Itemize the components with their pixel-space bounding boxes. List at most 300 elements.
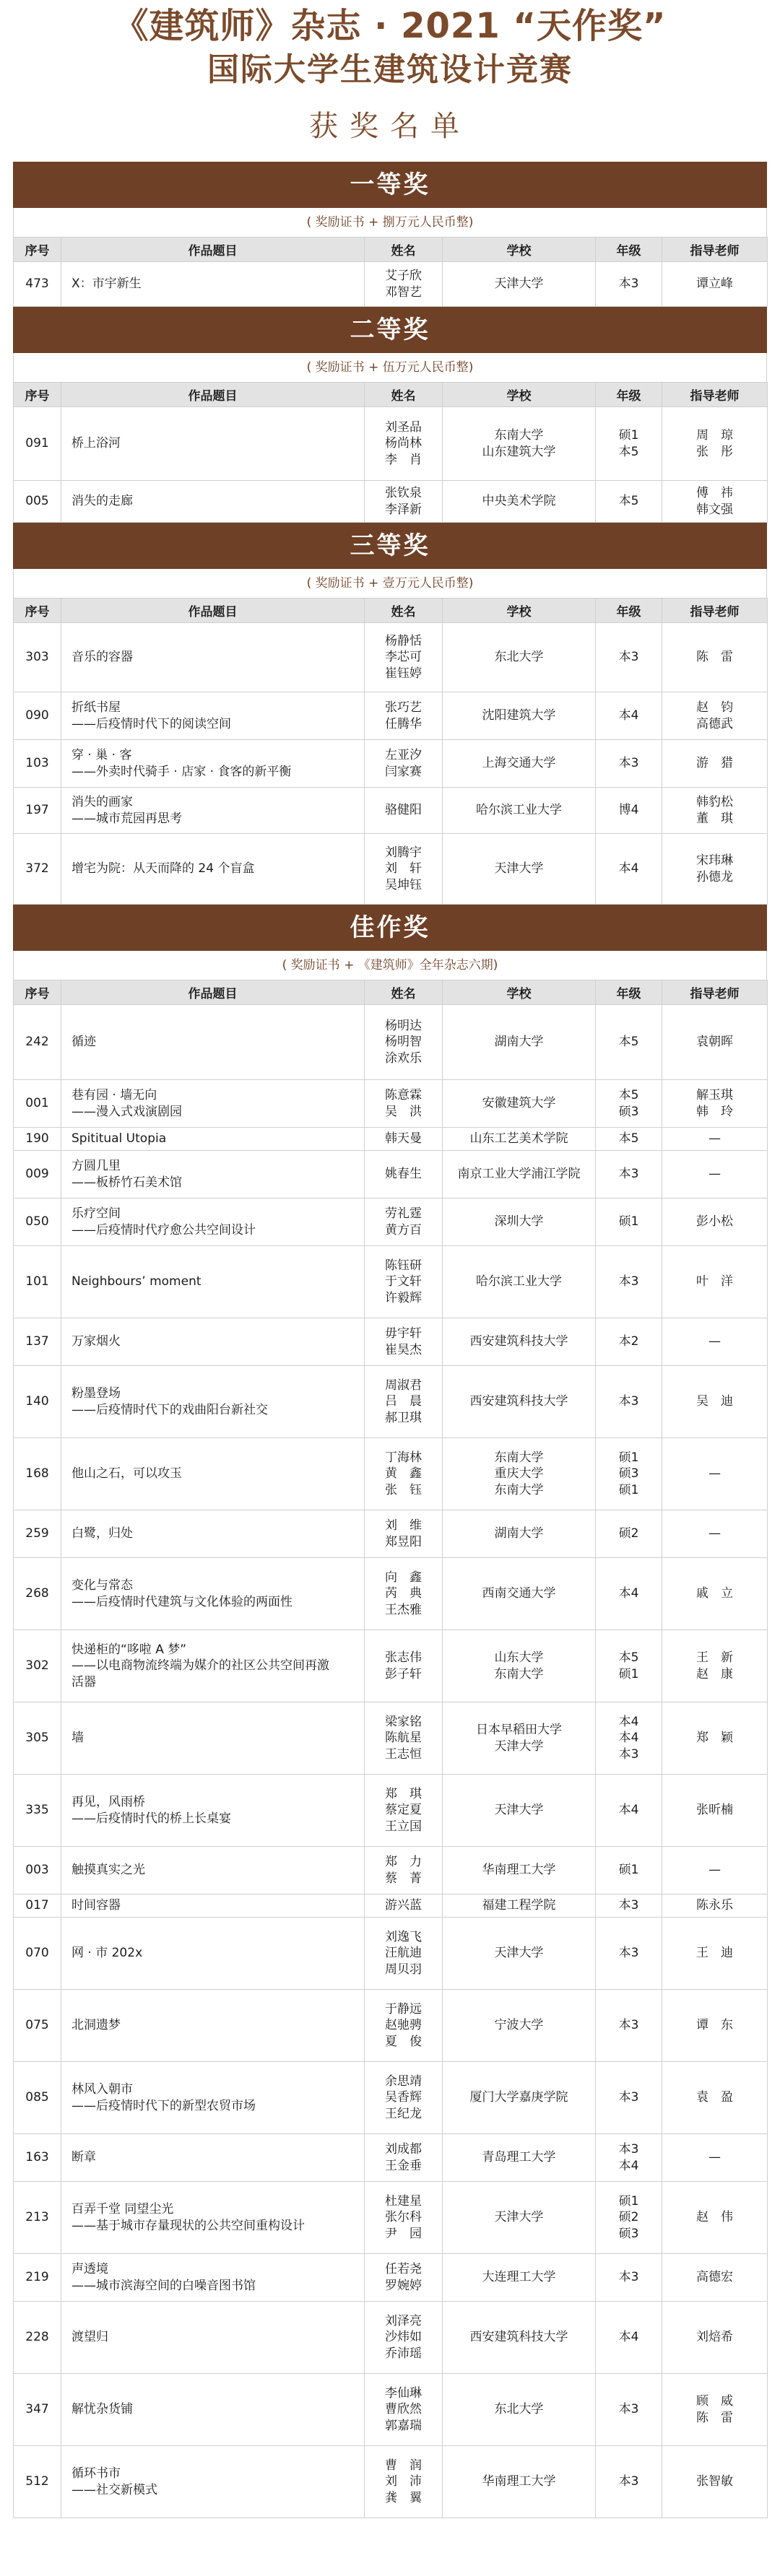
entry-names <box>365 834 443 905</box>
table-header-row <box>14 599 768 623</box>
student-name: 骆健阳 <box>385 803 422 818</box>
entry-number: 219 <box>14 2254 61 2302</box>
col-grade-header: 年级 <box>596 383 662 407</box>
entry-title <box>61 692 365 740</box>
entry-title <box>61 262 365 307</box>
entry-title-line: 解忧杂货铺 <box>72 2402 133 2417</box>
entry-schools <box>443 2254 596 2302</box>
entry-tutors <box>662 623 768 692</box>
table-row <box>14 1510 768 1558</box>
school-name: 山东建筑大学 <box>482 444 556 459</box>
table-row <box>14 481 768 523</box>
tutor-name: 孙德龙 <box>696 869 733 884</box>
tutor-name: 彭小松 <box>696 1214 733 1230</box>
school-name: 上海交通大学 <box>482 756 556 771</box>
entry-title <box>61 788 365 834</box>
entry-tutors <box>662 1151 768 1198</box>
entry-names <box>365 1847 443 1894</box>
school-name: 重庆大学 <box>494 1466 544 1481</box>
tutor-name: — <box>708 1526 721 1541</box>
entry-title <box>61 1847 365 1894</box>
entry-title <box>61 1366 365 1438</box>
entry-title-line: 巷有园 · 墙无向 <box>72 1088 157 1103</box>
entry-schools <box>443 1318 596 1366</box>
entry-title-line: 快递柜的“哆啦 A 梦” <box>72 1642 187 1658</box>
tutor-name: 宋玮琳 <box>696 853 733 869</box>
tutor-name: 郑 颖 <box>696 1731 733 1746</box>
student-name: 张尔科 <box>385 2210 422 2225</box>
student-name: 涂欢乐 <box>385 1050 422 1066</box>
student-name: 游兴蓝 <box>385 1898 422 1913</box>
school-name: 西安建筑科技大学 <box>469 1394 568 1409</box>
grade-value: 硕1 <box>618 1214 639 1230</box>
entry-tutors <box>662 1510 768 1558</box>
col-grade-header: 年级 <box>596 599 662 623</box>
student-name: 沙炜如 <box>385 2330 422 2345</box>
entry-title-line: ——基于城市存量现状的公共空间重构设计 <box>72 2218 305 2233</box>
entry-title-line: 穿 · 巢 · 客 <box>72 748 132 763</box>
student-name: 王金垂 <box>385 2158 422 2173</box>
entry-schools <box>443 1366 596 1438</box>
entry-title-line: ——社交新模式 <box>72 2482 157 2497</box>
student-name: 黄方百 <box>385 1222 422 1237</box>
entry-title-line: 音乐的容器 <box>72 650 133 665</box>
entry-title <box>61 1918 365 1990</box>
col-school-header: 学校 <box>443 383 596 407</box>
student-name: 周淑君 <box>385 1378 422 1393</box>
student-name: 许毅辉 <box>385 1290 422 1305</box>
table-row <box>14 1702 768 1775</box>
award-table <box>13 237 768 307</box>
school-name: 东南大学 <box>494 428 544 443</box>
school-name: 湖南大学 <box>494 1526 544 1541</box>
entry-title-line: 北洞遗梦 <box>72 2018 121 2033</box>
entry-title-line: 墙 <box>72 1731 84 1746</box>
grade-value: 本4 <box>618 2158 639 2173</box>
entry-names <box>365 1151 443 1198</box>
grade-value: 硕1 <box>618 1450 639 1466</box>
entry-names <box>365 1918 443 1990</box>
entry-tutors <box>662 834 768 905</box>
student-name: 吴坤钰 <box>385 877 422 892</box>
school-name: 山东工艺美术学院 <box>469 1131 568 1146</box>
col-name-header: 姓名 <box>365 599 443 623</box>
tutor-name: 高德武 <box>696 716 733 731</box>
col-school-header: 学校 <box>443 599 596 623</box>
entry-title-line: ——漫入式戏演剧园 <box>72 1104 182 1119</box>
table-row <box>14 2182 768 2254</box>
entry-title-line: 变化与常态 <box>72 1578 133 1593</box>
entry-tutors <box>662 2134 768 2182</box>
entry-title-line: 他山之石，可以攻玉 <box>72 1466 182 1481</box>
entry-title-line: 消失的画家 <box>72 795 133 810</box>
entry-names <box>365 2062 443 2134</box>
grade-value: 硕3 <box>618 2226 639 2241</box>
entry-number: 070 <box>14 1918 61 1990</box>
entry-number: 335 <box>14 1775 61 1847</box>
student-name: 王立国 <box>385 1819 422 1834</box>
student-name: 姚春生 <box>385 1167 422 1182</box>
entry-title-line: ——后疫情时代建筑与文化体验的两面性 <box>72 1594 292 1609</box>
award-section <box>13 162 767 307</box>
tutor-name: — <box>708 1131 721 1146</box>
grade-value: 硕1 <box>618 2194 639 2209</box>
entry-schools <box>443 1918 596 1990</box>
entry-title <box>61 1510 365 1558</box>
entry-names <box>365 2374 443 2446</box>
student-name: 郝卫琪 <box>385 1410 422 1425</box>
entry-tutors <box>662 1128 768 1151</box>
entry-title <box>61 2446 365 2518</box>
entry-grades <box>596 1558 662 1630</box>
entry-title-line: 消失的走廊 <box>72 494 133 509</box>
entry-tutors <box>662 1847 768 1894</box>
student-name: 张巧艺 <box>385 700 422 715</box>
school-name: 湖南大学 <box>494 1035 544 1050</box>
grade-value: 本4 <box>618 1803 639 1818</box>
student-name: 彭子轩 <box>385 1666 422 1681</box>
entry-schools <box>443 407 596 481</box>
entry-number: 103 <box>14 740 61 788</box>
entry-title <box>61 2134 365 2182</box>
entry-grades <box>596 1702 662 1775</box>
entry-title <box>61 1558 365 1630</box>
school-name: 天津大学 <box>494 1946 544 1961</box>
award-table <box>13 598 768 905</box>
entry-number: 302 <box>14 1630 61 1702</box>
student-name: 毋宇轩 <box>385 1326 422 1341</box>
entry-schools <box>443 1630 596 1702</box>
tutor-name: 赵 伟 <box>696 2210 733 2225</box>
student-name: 李仙琳 <box>385 2386 422 2401</box>
entry-names <box>365 1510 443 1558</box>
table-row <box>14 1918 768 1990</box>
entry-schools <box>443 2062 596 2134</box>
entry-tutors <box>662 1894 768 1918</box>
entry-title-line: 再见，风雨桥 <box>72 1795 145 1810</box>
entry-schools <box>443 623 596 692</box>
entry-title-line: ——板桥竹石美术馆 <box>72 1175 182 1190</box>
student-name: 杨尚林 <box>385 436 422 451</box>
entry-schools <box>443 1151 596 1198</box>
student-name: 刘泽亮 <box>385 2314 422 2329</box>
grade-value: 硕3 <box>618 1466 639 1481</box>
school-name: 东南大学 <box>494 1666 544 1681</box>
entry-tutors <box>662 1366 768 1438</box>
entry-schools <box>443 1080 596 1128</box>
entry-names <box>365 1630 443 1702</box>
school-name: 福建工程学院 <box>482 1898 556 1913</box>
entry-grades <box>596 834 662 905</box>
tutor-name: 张昕楠 <box>696 1803 733 1818</box>
entry-names <box>365 262 443 307</box>
award-banner: 三等奖 <box>13 523 767 569</box>
school-name: 东北大学 <box>494 650 544 665</box>
entry-title <box>61 740 365 788</box>
entry-title <box>61 1151 365 1198</box>
student-name: 刘 轩 <box>385 861 422 876</box>
grade-value: 本3 <box>618 756 639 771</box>
entry-names <box>365 1702 443 1775</box>
entry-number: 001 <box>14 1080 61 1128</box>
entry-schools <box>443 1510 596 1558</box>
table-row <box>14 262 768 307</box>
table-row <box>14 1630 768 1702</box>
school-name: 宁波大学 <box>494 2018 544 2033</box>
student-name: 芮 典 <box>385 1586 422 1601</box>
student-name: 杨明达 <box>385 1019 422 1034</box>
entry-number: 259 <box>14 1510 61 1558</box>
grade-value: 硕2 <box>618 1526 639 1541</box>
tutor-name: 谭立峰 <box>696 277 733 292</box>
entry-title <box>61 1005 365 1080</box>
award-table <box>13 382 768 523</box>
table-row <box>14 2302 768 2374</box>
entry-title-line: ——城市滨海空间的白噪音图书馆 <box>72 2278 256 2293</box>
entry-schools <box>443 1198 596 1246</box>
table-row <box>14 1198 768 1246</box>
entry-grades <box>596 1775 662 1847</box>
entry-schools <box>443 740 596 788</box>
entry-grades <box>596 623 662 692</box>
student-name: 陈钰研 <box>385 1258 422 1274</box>
entry-tutors <box>662 1080 768 1128</box>
table-row <box>14 740 768 788</box>
school-name: 哈尔滨工业大学 <box>476 1274 562 1289</box>
entry-tutors <box>662 1558 768 1630</box>
student-name: 黄 鑫 <box>385 1466 422 1481</box>
entry-number: 168 <box>14 1438 61 1510</box>
entry-grades <box>596 740 662 788</box>
student-name: 李泽新 <box>385 502 422 517</box>
school-name: 青岛理工大学 <box>482 2150 556 2165</box>
entry-tutors <box>662 1775 768 1847</box>
grade-value: 本3 <box>618 1274 639 1289</box>
entry-title-line: 渡望归 <box>72 2330 108 2345</box>
school-name: 南京工业大学浦江学院 <box>457 1167 581 1182</box>
entry-tutors <box>662 788 768 834</box>
entry-names <box>365 481 443 523</box>
entry-tutors <box>662 2446 768 2518</box>
school-name: 沈阳建筑大学 <box>482 708 556 723</box>
entry-title-line: ——后疫情时代下的阅读空间 <box>72 716 231 731</box>
student-name: 邓智艺 <box>385 284 422 300</box>
entry-schools <box>443 1894 596 1918</box>
tutor-name: 张 彤 <box>696 444 733 459</box>
tutor-name: — <box>708 1466 721 1481</box>
tutor-name: 傅 祎 <box>696 486 733 501</box>
tutor-name: 赵 康 <box>696 1666 733 1681</box>
entry-names <box>365 692 443 740</box>
school-name: 天津大学 <box>494 1739 544 1754</box>
tutor-name: 韩 玲 <box>696 1104 733 1119</box>
col-title-header: 作品题目 <box>61 980 365 1005</box>
entry-tutors <box>662 740 768 788</box>
tutor-name: 陈 雷 <box>696 2410 733 2425</box>
entry-names <box>365 1128 443 1151</box>
entry-title <box>61 481 365 523</box>
award-note: ( 奖励证书 + 《建筑师》全年杂志六期) <box>13 951 767 980</box>
entry-title <box>61 1246 365 1318</box>
entry-number: 101 <box>14 1246 61 1318</box>
grade-value: 硕1 <box>618 1666 639 1681</box>
entry-names <box>365 788 443 834</box>
entry-title-line: Neighbours’ moment <box>72 1274 202 1289</box>
tutor-name: — <box>708 2150 721 2165</box>
grade-value: 本4 <box>618 1715 639 1730</box>
table-row <box>14 1894 768 1918</box>
list-title: 获奖名单 <box>309 110 471 143</box>
grade-value: 本3 <box>618 1946 639 1961</box>
entry-title <box>61 834 365 905</box>
entry-title-line: 百弄千堂 同望尘光 <box>72 2202 174 2217</box>
entry-schools <box>443 2302 596 2374</box>
entry-grades <box>596 2446 662 2518</box>
grade-value: 硕1 <box>618 1482 639 1497</box>
entry-grades <box>596 1630 662 1702</box>
school-name: 华南理工大学 <box>482 1863 556 1878</box>
tutor-name: 刘焙希 <box>696 2330 733 2345</box>
page-header <box>0 0 780 155</box>
entry-tutors <box>662 1005 768 1080</box>
table-row <box>14 2374 768 2446</box>
col-no-header: 序号 <box>14 383 61 407</box>
table-row <box>14 2134 768 2182</box>
entry-grades <box>596 407 662 481</box>
table-row <box>14 692 768 740</box>
school-name: 天津大学 <box>494 277 544 292</box>
entry-title-line: ——以电商物流终端为媒介的社区公共空间再激 <box>72 1658 329 1674</box>
magazine-title: 《建筑师》杂志 · 2021 “天作奖” <box>113 6 667 46</box>
col-grade-header: 年级 <box>596 980 662 1005</box>
tutor-name: 韩文强 <box>696 502 733 517</box>
school-name: 华南理工大学 <box>482 2474 556 2489</box>
student-name: 闫家赛 <box>385 764 422 779</box>
grade-value: 本3 <box>618 2142 639 2157</box>
grade-value: 本5 <box>618 1650 639 1666</box>
col-tutor-header: 指导老师 <box>662 599 768 623</box>
entry-number: 090 <box>14 692 61 740</box>
student-name: 任腾华 <box>385 716 422 731</box>
entry-number: 512 <box>14 2446 61 2518</box>
entry-title-line: 桥上浴河 <box>72 436 121 451</box>
student-name: 杨静恬 <box>385 634 422 649</box>
tutor-name: 戚 立 <box>696 1586 733 1601</box>
grade-value: 本5 <box>618 1035 639 1050</box>
student-name: 杨明智 <box>385 1035 422 1050</box>
student-name: 王杰雅 <box>385 1602 422 1617</box>
entry-grades <box>596 1151 662 1198</box>
entry-tutors <box>662 1918 768 1990</box>
grade-value: 本3 <box>618 1394 639 1409</box>
entry-names <box>365 1198 443 1246</box>
entry-number: 009 <box>14 1151 61 1198</box>
table-row <box>14 1080 768 1128</box>
grade-value: 博4 <box>618 803 639 818</box>
entry-grades <box>596 2254 662 2302</box>
grade-value: 本2 <box>618 1334 639 1349</box>
student-name: 向 鑫 <box>385 1570 422 1585</box>
tutor-name: 董 琪 <box>696 811 733 826</box>
entry-grades <box>596 2182 662 2254</box>
entry-names <box>365 1246 443 1318</box>
school-name: 天津大学 <box>494 2210 544 2225</box>
entry-names <box>365 1558 443 1630</box>
student-name: 周贝羽 <box>385 1962 422 1977</box>
entry-title-line: ——城市荒园再思考 <box>72 811 182 826</box>
entry-names <box>365 1990 443 2062</box>
grade-value: 硕1 <box>618 428 639 443</box>
entry-names <box>365 1366 443 1438</box>
student-name: 于静远 <box>385 2002 422 2017</box>
entry-schools <box>443 1005 596 1080</box>
col-tutor-header: 指导老师 <box>662 238 768 262</box>
student-name: 韩天曼 <box>385 1131 422 1146</box>
entry-schools <box>443 1847 596 1894</box>
entry-schools <box>443 1775 596 1847</box>
student-name: 张钦泉 <box>385 486 422 501</box>
grade-value: 本3 <box>618 1898 639 1913</box>
entry-number: 305 <box>14 1702 61 1775</box>
entry-title <box>61 1128 365 1151</box>
entry-grades <box>596 2302 662 2374</box>
entry-title-line: 万家烟火 <box>72 1334 121 1349</box>
entry-grades <box>596 481 662 523</box>
entry-number: 140 <box>14 1366 61 1438</box>
student-name: 龚 翼 <box>385 2490 422 2505</box>
entry-grades <box>596 1894 662 1918</box>
entry-title <box>61 1318 365 1366</box>
table-row <box>14 1775 768 1847</box>
entry-title <box>61 1438 365 1510</box>
entry-grades <box>596 1128 662 1151</box>
entry-number: 268 <box>14 1558 61 1630</box>
entry-schools <box>443 1128 596 1151</box>
entry-title <box>61 623 365 692</box>
col-tutor-header: 指导老师 <box>662 980 768 1005</box>
award-banner: 佳作奖 <box>13 905 767 951</box>
entry-title-line: X：市宇新生 <box>72 277 142 292</box>
entry-title-line: 折纸书屋 <box>72 700 121 715</box>
entry-number: 017 <box>14 1894 61 1918</box>
entry-grades <box>596 788 662 834</box>
table-row <box>14 1366 768 1438</box>
entry-schools <box>443 2374 596 2446</box>
col-tutor-header: 指导老师 <box>662 383 768 407</box>
entry-grades <box>596 1246 662 1318</box>
entry-schools <box>443 1438 596 1510</box>
student-name: 吴 洪 <box>385 1104 422 1119</box>
tutor-name: 王 迪 <box>696 1946 733 1961</box>
col-no-header: 序号 <box>14 238 61 262</box>
entry-title-line: 循迹 <box>72 1035 96 1050</box>
award-note: ( 奖励证书 + 壹万元人民币整) <box>13 569 767 598</box>
entry-names <box>365 1318 443 1366</box>
school-name: 深圳大学 <box>494 1214 544 1230</box>
entry-schools <box>443 2182 596 2254</box>
grade-value: 本3 <box>618 1746 639 1762</box>
grade-value: 本5 <box>618 444 639 459</box>
student-name: 刘腾宇 <box>385 845 422 861</box>
grade-value: 本4 <box>618 1586 639 1601</box>
entry-schools <box>443 262 596 307</box>
student-name: 刘圣品 <box>385 420 422 435</box>
col-name-header: 姓名 <box>365 980 443 1005</box>
student-name: 梁家铭 <box>385 1715 422 1730</box>
entry-grades <box>596 1847 662 1894</box>
tutor-name: 谭 东 <box>696 2018 733 2033</box>
entry-title-line: 时间容器 <box>72 1898 121 1913</box>
